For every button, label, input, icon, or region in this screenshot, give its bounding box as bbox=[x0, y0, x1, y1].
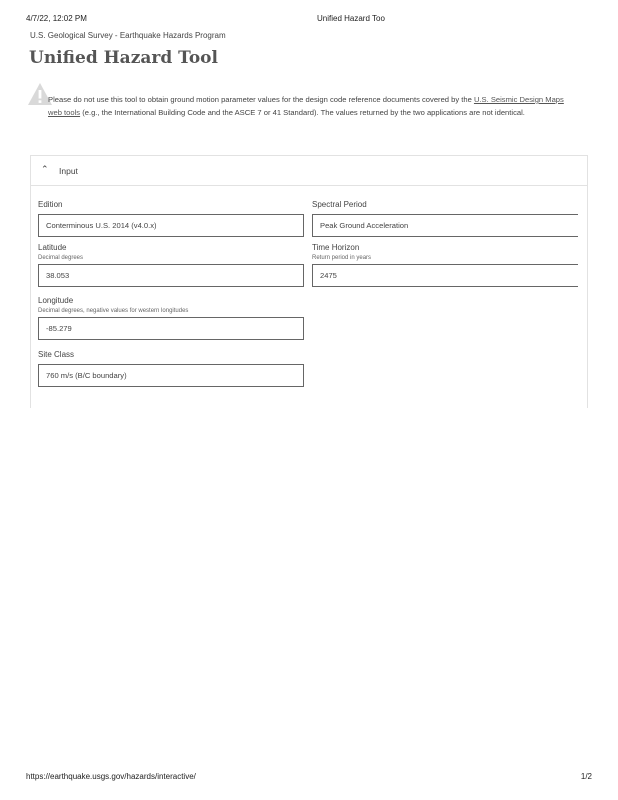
time-horizon-field bbox=[312, 243, 578, 287]
seismic-design-maps-link[interactable]: U.S. Seismic Design Maps web tools bbox=[48, 95, 564, 117]
alert-text-after-link: (e.g., the International Building Code and the ASCE 7 or 41 Standard). The values returned by the two applications are not identical. bbox=[80, 108, 525, 117]
print-header bbox=[26, 14, 592, 26]
spectral-period-label: Spectral Period bbox=[312, 200, 367, 209]
time-horizon-input[interactable]: 2475 bbox=[312, 264, 578, 287]
longitude-label: Longitude bbox=[38, 296, 74, 305]
latitude-label: Latitude bbox=[38, 243, 67, 252]
latitude-field bbox=[38, 243, 304, 287]
edition-label: Edition bbox=[38, 200, 63, 209]
longitude-input[interactable]: -85.279 bbox=[38, 317, 304, 340]
alert-message bbox=[48, 93, 571, 119]
longitude-hint: Decimal degrees, negative values for western longitudes bbox=[38, 308, 189, 314]
print-datetime: 4/7/22, 12:02 PM bbox=[26, 14, 87, 23]
input-panel-header[interactable] bbox=[31, 156, 587, 186]
site-class-label: Site Class bbox=[38, 350, 75, 359]
agency-name: U.S. Geological Survey - Earthquake Hazards Program bbox=[30, 31, 226, 40]
longitude-field bbox=[38, 296, 304, 340]
print-footer bbox=[26, 772, 592, 784]
page-title: Unified Hazard Tool bbox=[29, 48, 218, 68]
input-panel-title: Input bbox=[59, 166, 78, 176]
print-page-title: Unified Hazard Too bbox=[317, 14, 385, 23]
time-horizon-label: Time Horizon bbox=[312, 243, 360, 252]
spectral-period-field bbox=[312, 200, 578, 237]
spectral-period-select[interactable]: Peak Ground Acceleration bbox=[312, 214, 578, 237]
site-class-select[interactable]: 760 m/s (B/C boundary) bbox=[38, 364, 304, 387]
latitude-input[interactable]: 38.053 bbox=[38, 264, 304, 287]
edition-select[interactable]: Conterminous U.S. 2014 (v4.0.x) bbox=[38, 214, 304, 237]
print-url: https://earthquake.usgs.gov/hazards/interactive/ bbox=[26, 772, 196, 781]
edition-field bbox=[38, 200, 304, 237]
chevron-up-icon[interactable]: ⌃ bbox=[41, 164, 49, 174]
latitude-hint: Decimal degrees bbox=[38, 255, 84, 261]
site-class-field bbox=[38, 350, 304, 387]
alert-text-before-link: Please do not use this tool to obtain ground motion parameter values for the design code reference documents covered by the bbox=[48, 95, 474, 104]
print-page-number: 1/2 bbox=[580, 772, 592, 781]
time-horizon-hint: Return period in years bbox=[312, 255, 372, 261]
